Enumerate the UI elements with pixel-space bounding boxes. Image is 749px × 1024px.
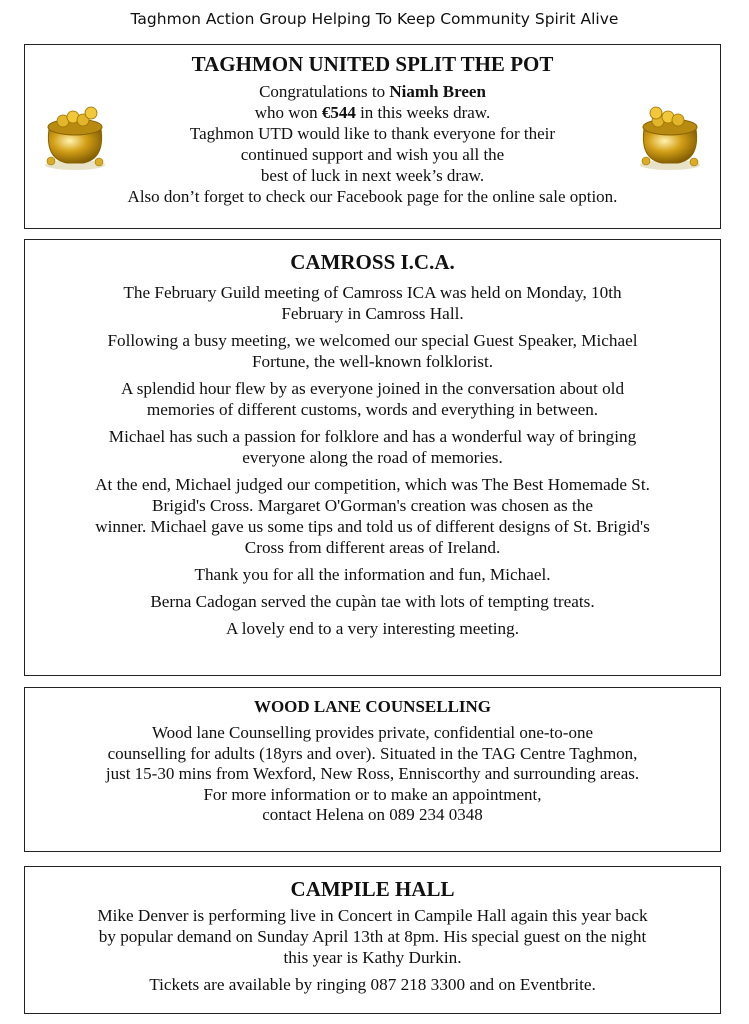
won-prefix: who won bbox=[254, 103, 322, 122]
page-header: Taghmon Action Group Helping To Keep Community Spirit Alive bbox=[130, 10, 619, 28]
tickets-line: Tickets are available by ringing 087 218 3300 and on Eventbrite. bbox=[149, 975, 596, 994]
paragraph-line: Following a busy meeting, we welcomed our special Guest Speaker, Michael bbox=[107, 331, 638, 350]
congrats-line bbox=[25, 81, 720, 102]
section-title: TAGHMON UNITED SPLIT THE POT bbox=[191, 52, 554, 76]
body-line: just 15-30 mins from Wexford, New Ross, Enniscorthy and surrounding areas. bbox=[105, 764, 640, 783]
winner-name: Niamh Breen bbox=[389, 82, 486, 101]
body-line: continued support and wish you all the bbox=[240, 145, 505, 164]
body-line: Mike Denver is performing live in Concert in Campile Hall again this year back bbox=[97, 906, 648, 925]
paragraph bbox=[25, 378, 720, 420]
prize-amount: €544 bbox=[321, 103, 356, 122]
wood-lane-counselling-section bbox=[24, 687, 721, 852]
body-line: Taghmon UTD would like to thank everyone for their bbox=[189, 124, 556, 143]
paragraph-line: Fortune, the well-known folklorist. bbox=[251, 352, 494, 371]
paragraph-line: Berna Cadogan served the cupàn tae with lots of tempting treats. bbox=[150, 592, 595, 611]
paragraph bbox=[25, 282, 720, 324]
camross-ica-section bbox=[24, 239, 721, 676]
pot-of-gold-icon bbox=[37, 99, 113, 171]
section-title: CAMPILE HALL bbox=[290, 877, 455, 901]
paragraph-line: The February Guild meeting of Camross ICA was held on Monday, 10th bbox=[123, 283, 622, 302]
paragraph bbox=[25, 618, 720, 639]
paragraph-line: Michael has such a passion for folklore and has a wonderful way of bringing bbox=[108, 427, 637, 446]
body-line: Also don’t forget to check our Facebook page for the online sale option. bbox=[127, 187, 618, 206]
paragraph bbox=[25, 591, 720, 612]
section-title: CAMROSS I.C.A. bbox=[290, 250, 455, 274]
paragraph bbox=[25, 426, 720, 468]
campile-hall-section bbox=[24, 866, 721, 1014]
body-line: counselling for adults (18yrs and over). Situated in the TAG Centre Taghmon, bbox=[107, 743, 638, 763]
paragraph bbox=[25, 474, 720, 558]
congrats-prefix: Congratulations to bbox=[259, 82, 390, 101]
won-line bbox=[25, 102, 720, 123]
paragraph-line: winner. Michael gave us some tips and told us of different designs of St. Brigid's bbox=[95, 517, 650, 536]
paragraph-line: Thank you for all the information and fun, Michael. bbox=[194, 565, 551, 584]
body-line: this year is Kathy Durkin. bbox=[283, 948, 462, 967]
paragraph bbox=[25, 330, 720, 372]
paragraph-line: A splendid hour flew by as everyone joined in the conversation about old bbox=[120, 379, 625, 398]
body-line: best of luck in next week’s draw. bbox=[260, 166, 485, 185]
paragraph-line: Cross from different areas of Ireland. bbox=[244, 538, 501, 557]
section-body bbox=[25, 723, 720, 826]
section-body bbox=[25, 81, 720, 207]
paragraph bbox=[25, 564, 720, 585]
paragraph-line: memories of different customs, words and everything in between. bbox=[146, 400, 599, 419]
split-the-pot-section bbox=[24, 44, 721, 229]
body-line: For more information or to make an appointment, bbox=[203, 784, 542, 804]
section-body bbox=[25, 905, 720, 968]
paragraph-line: Brigid's Cross. Margaret O'Gorman's creation was chosen as the bbox=[152, 496, 593, 515]
paragraph-line: A lovely end to a very interesting meeting. bbox=[225, 619, 520, 638]
section-title: WOOD LANE COUNSELLING bbox=[253, 697, 492, 716]
paragraph-line: February in Camross Hall. bbox=[281, 304, 464, 323]
body-line: by popular demand on Sunday April 13th at 8pm. His special guest on the night bbox=[98, 927, 647, 946]
won-suffix: in this weeks draw. bbox=[355, 103, 491, 122]
paragraph-line: everyone along the road of memories. bbox=[242, 448, 503, 467]
pot-of-gold-icon bbox=[632, 99, 708, 171]
body-line: Wood lane Counselling provides private, confidential one-to-one bbox=[152, 723, 593, 742]
paragraph-line: At the end, Michael judged our competition, which was The Best Homemade St. bbox=[95, 475, 650, 494]
contact-line: contact Helena on 089 234 0348 bbox=[262, 805, 483, 824]
